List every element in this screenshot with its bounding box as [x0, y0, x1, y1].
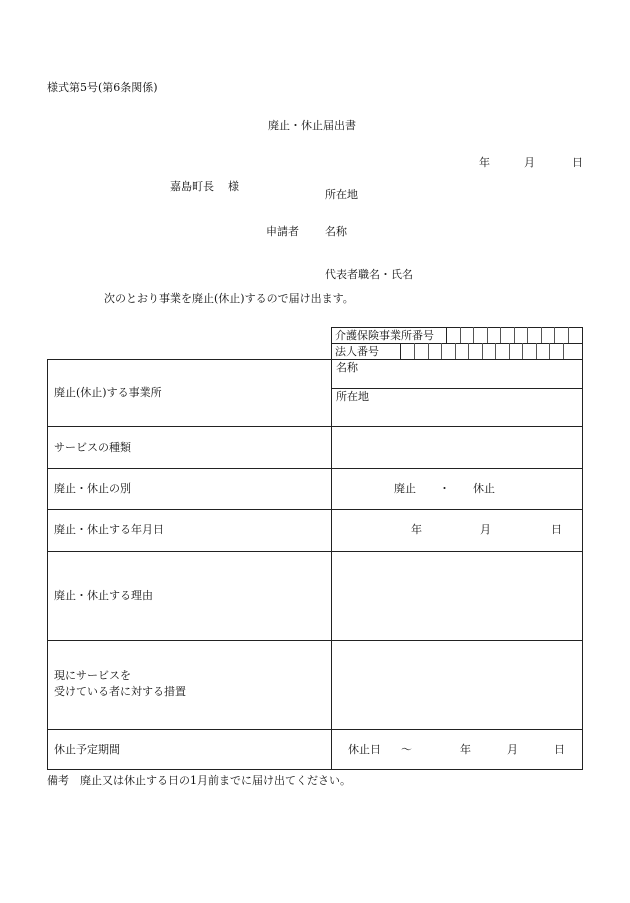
- applicant-address-label: 所在地: [325, 188, 358, 201]
- date-row-label: 廃止・休止する年月日: [54, 523, 164, 536]
- addressee-name: 嘉島町長: [170, 180, 214, 193]
- period-start-label: 休止日: [348, 743, 381, 756]
- option-abolish: 廃止: [394, 482, 416, 495]
- date-row-day: 日: [551, 523, 562, 536]
- addressee-honorific: 様: [228, 180, 239, 193]
- period-tilde: 〜: [401, 743, 412, 756]
- form-label: 様式第5号(第6条関係): [47, 81, 158, 94]
- corporate-no-label: 法人番号: [335, 345, 379, 358]
- option-separator: ・: [439, 482, 450, 495]
- reason-label: 廃止・休止する理由: [54, 589, 153, 602]
- option-suspend: 休止: [473, 482, 495, 495]
- page-title: 廃止・休止届出書: [268, 119, 356, 132]
- facility-name-label: 名称: [336, 361, 358, 374]
- care-insurance-no-label: 介護保険事業所番号: [335, 329, 434, 342]
- date-row-month: 月: [480, 523, 491, 536]
- date-day: 日: [572, 156, 583, 169]
- applicant-representative-label: 代表者職名・氏名: [325, 268, 413, 281]
- remarks: 備考 廃止又は休止する日の1月前までに届け出てください。: [47, 774, 351, 787]
- measures-label-line1: 現にサービスを: [54, 669, 131, 682]
- applicant-label: 申請者: [266, 225, 299, 238]
- date-row-year: 年: [411, 523, 422, 536]
- applicant-name-label: 名称: [325, 225, 347, 238]
- measures-label-line2: 受けている者に対する措置: [54, 685, 186, 698]
- service-type-label: サービスの種類: [54, 441, 131, 454]
- facility-label: 廃止(休止)する事業所: [54, 386, 162, 399]
- period-label: 休止予定期間: [54, 743, 120, 756]
- period-year: 年: [460, 743, 471, 756]
- period-day: 日: [554, 743, 565, 756]
- distinction-label: 廃止・休止の別: [54, 482, 131, 495]
- date-year: 年: [479, 156, 490, 169]
- date-month: 月: [524, 156, 535, 169]
- intro-text: 次のとおり事業を廃止(休止)するので届け出ます。: [104, 292, 354, 305]
- facility-address-label: 所在地: [336, 390, 369, 403]
- period-month: 月: [507, 743, 518, 756]
